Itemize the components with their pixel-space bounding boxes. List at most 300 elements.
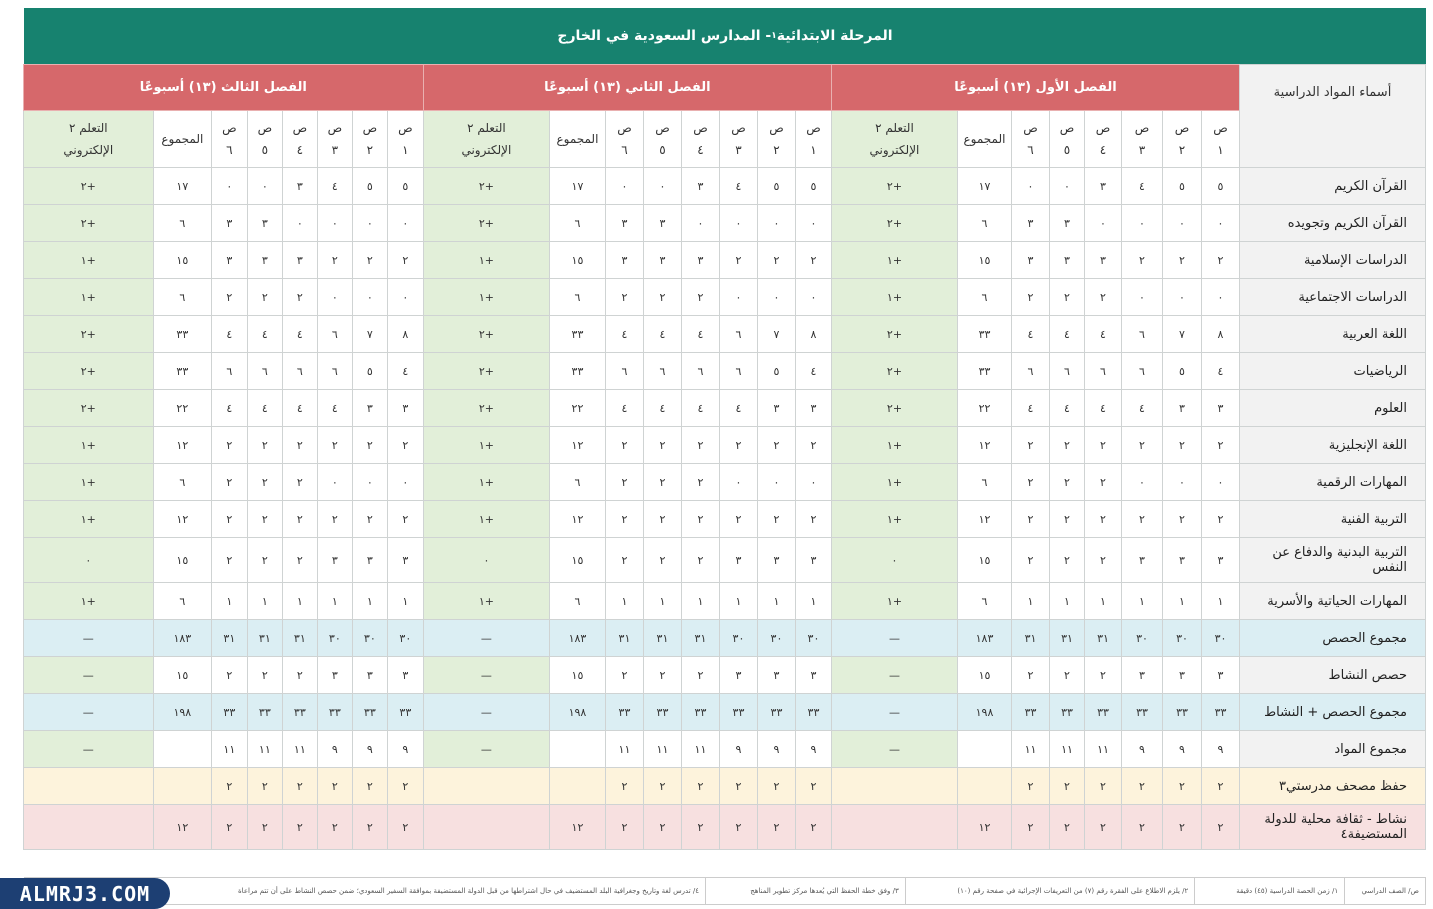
grade-cell: ٢ (795, 768, 831, 805)
grade-cell: ٢ (352, 501, 387, 538)
table-row (23, 353, 1425, 390)
grade-cell: ٤ (643, 316, 681, 353)
total-cell: ٣٣ (958, 353, 1012, 390)
grade-cell: ٢ (757, 501, 795, 538)
elearning-cell: +٢ (831, 205, 957, 242)
grade-cell: ٢ (1202, 805, 1240, 850)
grade-cell: ٣ (317, 538, 352, 583)
grade-cell: ٢ (1050, 805, 1085, 850)
total-cell: ١٨٣ (549, 620, 605, 657)
grade-cell: ٢ (605, 538, 643, 583)
elearning-cell: — (831, 694, 957, 731)
grade-cell: ٣ (352, 657, 387, 694)
grade-cell: ٣ (1085, 242, 1122, 279)
grade-cell: ٣١ (605, 620, 643, 657)
table-row (23, 316, 1425, 353)
grade-cell: ٢ (719, 501, 757, 538)
grade-cell: ٢ (317, 427, 352, 464)
grade-cell: ٣٠ (387, 620, 423, 657)
grade-cell: ٦ (605, 353, 643, 390)
grade-cell: ٣١ (681, 620, 719, 657)
grade-cell: ٠ (1012, 168, 1050, 205)
grade-cell: ٩ (1122, 731, 1163, 768)
grade-cell: ١ (1050, 583, 1085, 620)
grade-cell: ٢ (1163, 768, 1202, 805)
total-cell: ٦ (549, 205, 605, 242)
grade-cell: ٣٣ (643, 694, 681, 731)
grade-cell: ٢ (1085, 427, 1122, 464)
grade-cell: ٠ (317, 279, 352, 316)
grade-cell: ٤ (282, 390, 317, 427)
column-header: ص ٤ (681, 111, 719, 168)
grade-cell: ١ (247, 583, 282, 620)
table-row (23, 390, 1425, 427)
elearning-cell (23, 805, 153, 850)
table-row (23, 657, 1425, 694)
grade-cell: ٣ (247, 242, 282, 279)
grade-cell: ٢ (1122, 501, 1163, 538)
grade-cell: ٠ (795, 205, 831, 242)
grade-cell: ٠ (1202, 279, 1240, 316)
footnote: ١/ زمن الحصة الدراسية (٤٥) دقيقة (1194, 878, 1344, 904)
grade-cell: ٠ (719, 464, 757, 501)
grade-cell: ٠ (352, 205, 387, 242)
footnote: ٤/ تدرس لغة وتاريخ وجغرافية البلد المستضيف في حال اشتراطها من قبل الدولة المستضيفة بموافقة السفير السعودي؛ ضمن حصص النشاط على أن تتم مراعاة (25, 878, 705, 904)
grade-cell: ٢ (1163, 501, 1202, 538)
grade-cell: ٢ (1122, 768, 1163, 805)
grade-cell: ٥ (757, 353, 795, 390)
page-title (24, 8, 1426, 64)
grade-cell: ٤ (247, 316, 282, 353)
total-cell (958, 731, 1012, 768)
grade-cell: ٢ (643, 464, 681, 501)
grade-cell: ١ (719, 583, 757, 620)
table-row (23, 501, 1425, 538)
elearning-cell (423, 805, 549, 850)
grade-cell: ٣٣ (605, 694, 643, 731)
grade-cell: ٢ (681, 657, 719, 694)
grade-cell: ٣٣ (757, 694, 795, 731)
grade-cell: ٥ (795, 168, 831, 205)
subject-name: القرآن الكريم (1240, 168, 1426, 205)
total-cell: ١٥ (153, 657, 211, 694)
total-cell: ١٢ (958, 805, 1012, 850)
total-cell: ٦ (153, 464, 211, 501)
grade-cell: ٠ (211, 168, 247, 205)
grade-cell: ١١ (1085, 731, 1122, 768)
grade-cell: ٢ (1012, 805, 1050, 850)
total-cell: ١٩٨ (958, 694, 1012, 731)
grade-cell: ١ (1122, 583, 1163, 620)
grade-cell: ٢ (1085, 768, 1122, 805)
column-header: ص ٢ (352, 111, 387, 168)
grade-cell: ٢ (1012, 657, 1050, 694)
total-cell: ٣٣ (153, 353, 211, 390)
grade-cell: ٣ (387, 657, 423, 694)
total-cell: ١٥ (549, 242, 605, 279)
grade-cell: ٢ (1122, 805, 1163, 850)
grade-cell: ٣ (643, 205, 681, 242)
total-cell: ٦ (958, 464, 1012, 501)
grade-cell: ٩ (352, 731, 387, 768)
grade-cell: ٠ (757, 205, 795, 242)
column-header: ص ٢ (757, 111, 795, 168)
elearning-cell: +١ (23, 279, 153, 316)
elearning-cell: +٢ (23, 168, 153, 205)
elearning-cell (423, 768, 549, 805)
table-row (23, 427, 1425, 464)
grade-cell: ٣٠ (795, 620, 831, 657)
elearning-cell: ٠ (423, 538, 549, 583)
elearning-cell (23, 768, 153, 805)
elearning-cell: — (831, 657, 957, 694)
total-cell: ٣٣ (549, 316, 605, 353)
grade-cell: ٥ (1163, 168, 1202, 205)
grade-cell: ٣ (719, 657, 757, 694)
grade-cell: ٠ (387, 205, 423, 242)
elearning-cell: — (23, 620, 153, 657)
grade-cell: ٣٠ (1163, 620, 1202, 657)
grade-cell: ٢ (352, 427, 387, 464)
grade-cell: ٢ (605, 427, 643, 464)
grade-cell: ٢ (643, 657, 681, 694)
grade-cell: ٢ (1202, 501, 1240, 538)
total-cell: ٦ (549, 583, 605, 620)
grade-cell: ٢ (317, 501, 352, 538)
grade-cell: ٣ (1202, 657, 1240, 694)
grade-cell: ٢ (605, 279, 643, 316)
grade-cell: ٢ (1050, 501, 1085, 538)
grade-cell: ٢ (282, 768, 317, 805)
grade-cell: ٠ (317, 464, 352, 501)
grade-cell: ٢ (719, 427, 757, 464)
grade-cell: ٢ (643, 427, 681, 464)
grade-cell: ٤ (282, 316, 317, 353)
grade-cell: ٢ (317, 242, 352, 279)
grade-cell: ١ (282, 583, 317, 620)
grade-cell: ٣٣ (1122, 694, 1163, 731)
grade-cell: ٢ (643, 538, 681, 583)
elearning-cell: — (423, 694, 549, 731)
grade-cell: ٢ (643, 501, 681, 538)
elearning-cell: +٢ (423, 205, 549, 242)
grade-cell: ٣ (387, 390, 423, 427)
grade-cell: ٤ (1050, 390, 1085, 427)
total-cell: ٣٣ (958, 316, 1012, 353)
total-cell: ١٩٨ (153, 694, 211, 731)
grade-cell: ٢ (681, 768, 719, 805)
column-header: التعلم ٢ الإلكتروني (423, 111, 549, 168)
grade-cell: ١ (211, 583, 247, 620)
grade-cell: ٣٣ (681, 694, 719, 731)
grade-cell: ٠ (352, 464, 387, 501)
subject-name: نشاط - ثقافة محلية للدولة المستضيفة٤ (1240, 805, 1426, 850)
grade-cell: ٠ (1202, 205, 1240, 242)
column-header: التعلم ٢ الإلكتروني (831, 111, 957, 168)
column-header: ص ١ (387, 111, 423, 168)
elearning-cell: +٢ (423, 168, 549, 205)
grade-cell: ٢ (681, 805, 719, 850)
grade-cell: ٢ (247, 427, 282, 464)
grade-cell: ٢ (1085, 657, 1122, 694)
grade-cell: ٠ (643, 168, 681, 205)
grade-cell: ٣ (1202, 538, 1240, 583)
grade-cell: ٠ (317, 205, 352, 242)
subject-name: اللغة الإنجليزية (1240, 427, 1426, 464)
grade-cell: ٣ (795, 538, 831, 583)
grade-cell: ٣ (681, 242, 719, 279)
grade-cell: ٢ (1012, 768, 1050, 805)
subject-name: التربية الفنية (1240, 501, 1426, 538)
grade-cell: ٢ (719, 805, 757, 850)
grade-cell: ٢ (1050, 657, 1085, 694)
grade-cell: ٢ (1122, 242, 1163, 279)
grade-cell: ٦ (1085, 353, 1122, 390)
grade-cell: ٩ (1163, 731, 1202, 768)
elearning-cell: +١ (831, 279, 957, 316)
grade-cell: ٢ (719, 768, 757, 805)
table-row (23, 205, 1425, 242)
grade-cell: ٢ (1085, 501, 1122, 538)
grade-cell: ٣٣ (247, 694, 282, 731)
grade-cell: ٢ (282, 657, 317, 694)
grade-cell: ٢ (247, 805, 282, 850)
total-cell: ٢٢ (549, 390, 605, 427)
grade-cell: ٣ (795, 657, 831, 694)
grade-cell: ٧ (1163, 316, 1202, 353)
grade-cell: ٣ (282, 242, 317, 279)
total-cell: ١٢ (958, 501, 1012, 538)
elearning-cell: ٠ (23, 538, 153, 583)
grade-cell: ٢ (795, 805, 831, 850)
footnote: ٣/ وفق خطة الحفظ التي يُعدها مركز تطوير المناهج (705, 878, 905, 904)
column-header: ص ١ (1202, 111, 1240, 168)
grade-cell: ٢ (1050, 464, 1085, 501)
grade-cell: ٢ (757, 242, 795, 279)
grade-cell: ٦ (211, 353, 247, 390)
total-cell: ٦ (549, 279, 605, 316)
table-row (23, 168, 1425, 205)
elearning-cell: — (423, 731, 549, 768)
total-cell: ١٢ (153, 501, 211, 538)
grade-cell: ٠ (282, 205, 317, 242)
elearning-cell: — (23, 657, 153, 694)
table-row (23, 731, 1425, 768)
elearning-cell: +١ (831, 464, 957, 501)
elearning-cell: +١ (23, 464, 153, 501)
elearning-cell: +٢ (23, 205, 153, 242)
grade-cell: ٣ (211, 205, 247, 242)
total-cell: ١٢ (153, 427, 211, 464)
table-row (23, 464, 1425, 501)
grade-cell: ٢ (1050, 427, 1085, 464)
grade-cell: ٣ (352, 390, 387, 427)
table-row (23, 538, 1425, 583)
grade-cell: ٢ (1163, 427, 1202, 464)
elearning-cell: +١ (423, 464, 549, 501)
grade-cell: ٣ (1012, 205, 1050, 242)
total-cell (153, 768, 211, 805)
grade-cell: ٠ (1085, 205, 1122, 242)
column-header: ص ٥ (643, 111, 681, 168)
elearning-cell: +١ (423, 279, 549, 316)
title-rest: - المدارس السعودية في الخارج (557, 28, 772, 44)
elearning-cell: — (831, 620, 957, 657)
grade-cell: ٦ (719, 316, 757, 353)
elearning-cell: +٢ (23, 316, 153, 353)
table-row (23, 279, 1425, 316)
column-header: المجموع (549, 111, 605, 168)
grade-cell: ٨ (795, 316, 831, 353)
total-cell: ١٥ (549, 538, 605, 583)
grade-cell: ٢ (211, 501, 247, 538)
total-cell (958, 768, 1012, 805)
grade-cell: ٣٠ (352, 620, 387, 657)
grade-cell: ٢ (681, 538, 719, 583)
total-cell: ١٢ (549, 805, 605, 850)
grade-cell: ٣٠ (719, 620, 757, 657)
grade-cell: ٠ (605, 168, 643, 205)
elearning-cell: — (831, 731, 957, 768)
term-header-2: الفصل الثاني (١٣) أسبوعًا (423, 65, 831, 111)
elearning-cell: +١ (831, 583, 957, 620)
grade-cell: ٣٣ (317, 694, 352, 731)
grade-cell: ١ (681, 583, 719, 620)
total-cell: ١٥ (549, 657, 605, 694)
grade-cell: ٢ (1085, 805, 1122, 850)
grade-cell: ٣ (1202, 390, 1240, 427)
grade-cell: ٣ (757, 538, 795, 583)
site-logo: ALMRJ3.COM (0, 878, 170, 909)
elearning-cell: +٢ (23, 390, 153, 427)
grade-cell: ٠ (719, 205, 757, 242)
grade-cell: ٢ (211, 657, 247, 694)
grade-cell: ٢ (1085, 279, 1122, 316)
grade-cell: ٤ (719, 168, 757, 205)
grade-cell: ٣٠ (1202, 620, 1240, 657)
grade-cell: ٢ (387, 768, 423, 805)
total-cell (549, 768, 605, 805)
grade-cell: ٣٣ (719, 694, 757, 731)
grade-cell: ٣ (352, 538, 387, 583)
grade-cell: ٢ (1202, 242, 1240, 279)
column-header: ص ٣ (317, 111, 352, 168)
grade-cell: ٠ (1122, 464, 1163, 501)
grade-cell: ٤ (605, 316, 643, 353)
total-cell: ١٥ (153, 538, 211, 583)
grade-cell: ٣ (247, 205, 282, 242)
elearning-cell: — (23, 731, 153, 768)
column-header: ص ٣ (1122, 111, 1163, 168)
grade-cell: ٣ (1012, 242, 1050, 279)
grade-cell: ٢ (681, 427, 719, 464)
subject-name: القرآن الكريم وتجويده (1240, 205, 1426, 242)
grade-cell: ٣١ (1050, 620, 1085, 657)
grade-cell: ١ (317, 583, 352, 620)
grade-cell: ٢ (282, 805, 317, 850)
grade-cell: ١١ (1050, 731, 1085, 768)
subject-name: الرياضيات (1240, 353, 1426, 390)
grade-cell: ٣١ (1085, 620, 1122, 657)
column-header: ص ٦ (1012, 111, 1050, 168)
total-cell: ٦ (153, 279, 211, 316)
grade-cell: ٠ (1163, 464, 1202, 501)
grade-cell: ٢ (795, 501, 831, 538)
column-header: ص ٦ (605, 111, 643, 168)
grade-cell: ٢ (211, 427, 247, 464)
total-cell: ١٧ (549, 168, 605, 205)
grade-cell: ٢ (247, 501, 282, 538)
grade-cell: ٢ (643, 768, 681, 805)
grade-cell: ٣١ (247, 620, 282, 657)
grade-cell: ٠ (1122, 205, 1163, 242)
grade-cell: ٣١ (643, 620, 681, 657)
grade-cell: ٣٣ (352, 694, 387, 731)
grade-cell: ٥ (352, 353, 387, 390)
grade-cell: ٥ (1163, 353, 1202, 390)
subject-names-header: أسماء المواد الدراسية (1240, 65, 1426, 168)
total-cell: ٣٣ (153, 316, 211, 353)
column-header: التعلم ٢ الإلكتروني (23, 111, 153, 168)
grade-cell: ٢ (387, 805, 423, 850)
grade-cell: ٢ (387, 242, 423, 279)
grade-cell: ٤ (247, 390, 282, 427)
grade-cell: ٤ (681, 390, 719, 427)
grade-cell: ٩ (719, 731, 757, 768)
column-header: ص ١ (795, 111, 831, 168)
grade-cell: ٦ (317, 353, 352, 390)
grade-cell: ٦ (643, 353, 681, 390)
grade-cell: ٠ (719, 279, 757, 316)
grade-cell: ٢ (317, 805, 352, 850)
grade-cell: ٣ (1163, 657, 1202, 694)
grade-cell: ٦ (1122, 353, 1163, 390)
grade-cell: ٢ (1012, 464, 1050, 501)
footnote: ص/ الصف الدراسي (1344, 878, 1425, 904)
elearning-cell: +٢ (831, 168, 957, 205)
grade-cell: ٢ (757, 768, 795, 805)
grade-cell: ٥ (1202, 168, 1240, 205)
study-plan (24, 8, 1426, 850)
elearning-cell: +٢ (423, 390, 549, 427)
grade-cell: ٢ (247, 538, 282, 583)
elearning-cell: +٢ (831, 353, 957, 390)
grade-cell: ٢ (1085, 538, 1122, 583)
grade-cell: ٢ (643, 279, 681, 316)
grade-cell: ٤ (387, 353, 423, 390)
grade-cell: ٢ (1085, 464, 1122, 501)
grade-cell: ٤ (1202, 353, 1240, 390)
grade-cell: ٣ (1050, 242, 1085, 279)
column-header: المجموع (153, 111, 211, 168)
grade-cell: ٥ (757, 168, 795, 205)
grade-cell: ٣٣ (795, 694, 831, 731)
elearning-cell: — (423, 657, 549, 694)
total-cell (153, 731, 211, 768)
grade-cell: ٢ (605, 464, 643, 501)
column-header: ص ٤ (1085, 111, 1122, 168)
total-cell: ٦ (958, 205, 1012, 242)
term-header-3: الفصل الثالث (١٣) أسبوعًا (23, 65, 423, 111)
grade-cell: ٣٣ (1163, 694, 1202, 731)
grade-cell: ٣ (719, 538, 757, 583)
grade-cell: ٦ (317, 316, 352, 353)
grade-cell: ٣ (643, 242, 681, 279)
table-row (23, 805, 1425, 850)
grade-cell: ٣٣ (1085, 694, 1122, 731)
total-cell: ١٧ (153, 168, 211, 205)
grade-cell: ٩ (795, 731, 831, 768)
